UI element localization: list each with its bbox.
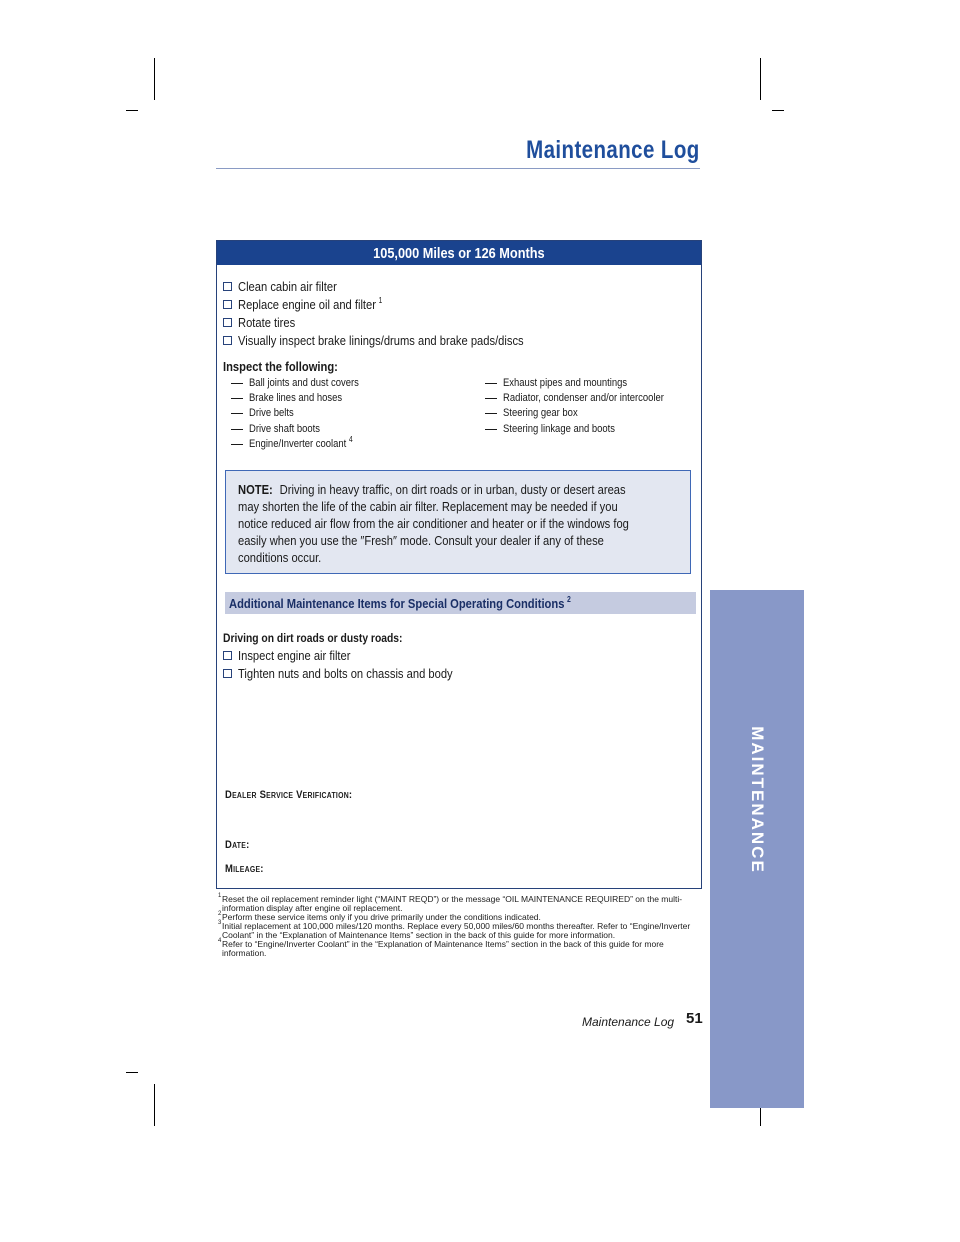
footnote-ref: 2 bbox=[567, 595, 571, 605]
section-tab[interactable] bbox=[710, 590, 804, 1108]
blank-line[interactable] bbox=[485, 413, 497, 414]
additional-items-heading: Additional Maintenance Items for Special Operating Conditions $^2$ bbox=[225, 592, 696, 614]
inspect-list-left bbox=[231, 377, 377, 453]
blank-line[interactable] bbox=[231, 383, 243, 384]
title-divider bbox=[216, 168, 700, 169]
task-item bbox=[223, 313, 570, 331]
note-line: NOTE: Driving in heavy traffic, on dirt roads or in urban, dusty or desert areas bbox=[238, 482, 626, 497]
blank-line[interactable] bbox=[485, 429, 497, 430]
inspect-item: Drive belts bbox=[231, 407, 377, 422]
task-item bbox=[223, 331, 570, 349]
footnotes bbox=[218, 895, 696, 958]
blank-line[interactable] bbox=[231, 413, 243, 414]
blank-line[interactable] bbox=[485, 398, 497, 399]
inspect-list-right bbox=[485, 377, 690, 438]
crop-mark bbox=[760, 1108, 761, 1126]
section-tab-label: MAINTENANCE bbox=[748, 726, 767, 874]
maintenance-log-card bbox=[216, 240, 702, 889]
inspect-item: Steering gear box bbox=[485, 407, 690, 422]
note-line: notice reduced air flow from the air conditioner and heater or if the windows fog bbox=[238, 516, 629, 531]
crop-mark bbox=[760, 58, 761, 100]
note-line: may shorten the life of the cabin air filter. Replacement may be needed if you bbox=[238, 499, 618, 514]
additional-task-list bbox=[223, 646, 488, 682]
checkbox[interactable] bbox=[223, 651, 232, 660]
page-title: Maintenance Log bbox=[526, 136, 700, 164]
task-label: Rotate tires bbox=[238, 314, 296, 330]
blank-line[interactable] bbox=[231, 429, 243, 430]
crop-mark bbox=[154, 1084, 155, 1126]
footnote-ref: 1 bbox=[378, 296, 383, 306]
dealer-verification-label[interactable]: Dealer Service Verification: bbox=[225, 789, 353, 801]
interval-header-label: 105,000 Miles or 126 Months bbox=[373, 244, 545, 262]
date-label[interactable]: Date: bbox=[225, 839, 250, 851]
blank-line[interactable] bbox=[231, 444, 243, 445]
inspect-item: Drive shaft boots bbox=[231, 423, 377, 438]
task-label: Replace engine oil and filter $^1$ bbox=[238, 296, 383, 312]
footnote-ref: 4 bbox=[348, 435, 353, 445]
task-item bbox=[223, 664, 488, 682]
inspect-item: Ball joints and dust covers bbox=[231, 377, 377, 392]
footnote: 3 Initial replacement at 100,000 miles/120 months. Replace every 50,000 miles/60 months thereafter. Refer to “Engine/Inverter Coolant” in the “Explanation of Maintenance Items” section in the back of this guide for more information. bbox=[218, 920, 691, 940]
mileage-label[interactable]: Mileage: bbox=[225, 863, 264, 875]
dirt-roads-heading: Driving on dirt roads or dusty roads: bbox=[223, 631, 403, 645]
inspect-item: Exhaust pipes and mountings bbox=[485, 377, 690, 392]
note-box bbox=[225, 470, 691, 574]
task-label: Clean cabin air filter bbox=[238, 278, 337, 294]
footer-section-label: Maintenance Log bbox=[582, 1015, 675, 1029]
inspect-heading: Inspect the following: bbox=[223, 359, 338, 374]
inspect-item: Brake lines and hoses bbox=[231, 392, 377, 407]
inspect-item: Engine/Inverter coolant $^4$ bbox=[231, 438, 377, 453]
crop-mark bbox=[154, 58, 155, 100]
checkbox[interactable] bbox=[223, 336, 232, 345]
checkbox[interactable] bbox=[223, 282, 232, 291]
note-line: easily when you use the ″Fresh″ mode. Consult your dealer if any of these bbox=[238, 533, 604, 548]
blank-line[interactable] bbox=[485, 383, 497, 384]
interval-header bbox=[217, 241, 701, 265]
task-item bbox=[223, 646, 488, 664]
inspect-item: Steering linkage and boots bbox=[485, 423, 690, 438]
task-list bbox=[223, 277, 570, 349]
footnote: 4 Refer to “Engine/Inverter Coolant” in the “Explanation of Maintenance Items” section in the back of this guide for more information. bbox=[218, 938, 664, 958]
note-label: NOTE: bbox=[238, 482, 273, 497]
inspect-item: Radiator, condenser and/or intercooler bbox=[485, 392, 690, 407]
crop-mark bbox=[772, 110, 784, 111]
page-number: 51 bbox=[686, 1010, 703, 1027]
task-item bbox=[223, 277, 570, 295]
footnote: 2 Perform these service items only if you drive primarily under the conditions indicated. bbox=[218, 911, 541, 922]
checkbox[interactable] bbox=[223, 300, 232, 309]
blank-line[interactable] bbox=[231, 398, 243, 399]
crop-mark bbox=[126, 1072, 138, 1073]
task-label: Inspect engine air filter bbox=[238, 647, 351, 663]
footnote: 1 Reset the oil replacement reminder light (“MAINT REQD”) or the message “OIL MAINTENANCE REQUIRED” on the multi-information display after engine oil replacement. bbox=[218, 893, 683, 913]
checkbox[interactable] bbox=[223, 318, 232, 327]
task-label: Visually inspect brake linings/drums and brake pads/discs bbox=[238, 332, 524, 348]
task-label: Tighten nuts and bolts on chassis and body bbox=[238, 665, 453, 681]
crop-mark bbox=[126, 110, 138, 111]
checkbox[interactable] bbox=[223, 669, 232, 678]
task-item bbox=[223, 295, 570, 313]
note-line: conditions occur. bbox=[238, 550, 322, 565]
